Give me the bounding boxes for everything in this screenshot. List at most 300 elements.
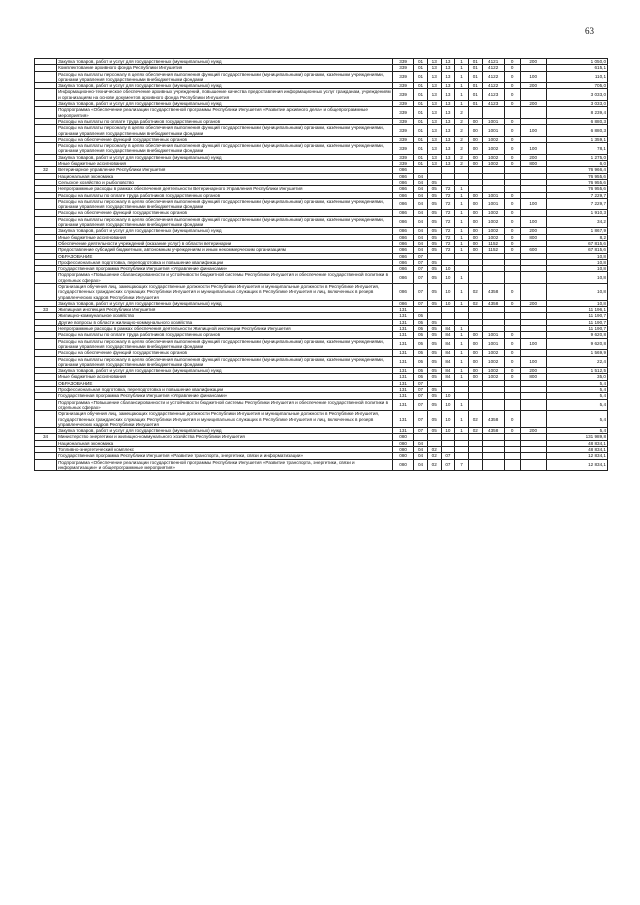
subsection-code-cell: 05: [427, 179, 441, 185]
subsection-code-cell: 05: [427, 210, 441, 216]
subsection-code-cell: 05: [427, 228, 441, 234]
admin-code-cell: 080: [393, 440, 414, 446]
amount-cell: 5,4: [546, 380, 607, 386]
program-code-cell: 13: [441, 125, 455, 137]
program-code-cell: 72: [441, 234, 455, 240]
amount-cell: 6,0: [546, 161, 607, 167]
admin-code-cell: 131: [393, 350, 414, 356]
expense-type-cell: 100: [520, 216, 546, 228]
row-number-cell: [35, 71, 57, 83]
expense-type-cell: 600: [520, 247, 546, 253]
program-code-cell: 84: [441, 326, 455, 332]
extra-code-cell: [504, 107, 520, 119]
subsection-code-cell: 05: [427, 332, 441, 338]
expense-type-cell: 100: [520, 338, 546, 350]
section-code-cell: 01: [414, 125, 428, 137]
subsection-code-cell: 13: [427, 89, 441, 101]
subsection-code-cell: 05: [427, 326, 441, 332]
row-name-cell: Расходы на обеспечение функций государственных органов: [57, 210, 393, 216]
admin-code-cell: 080: [393, 434, 414, 440]
amount-cell: 10,8: [546, 253, 607, 259]
subsection-code-cell: 05: [427, 411, 441, 428]
program-code-cell: 72: [441, 198, 455, 210]
row-name-cell: Комплектование архивного фонда Республики Ингушетия: [57, 65, 393, 71]
amount-cell: 67 815,6: [546, 240, 607, 246]
direction-code-cell: 1002: [482, 161, 504, 167]
direction-code-cell: [482, 459, 504, 471]
program-code-cell: 72: [441, 228, 455, 234]
section-code-cell: 07: [414, 387, 428, 393]
row-name-cell: ОБРАЗОВАНИЕ: [57, 253, 393, 259]
row-name-cell: Расходы на выплаты по оплате труда работников государственных органов: [57, 332, 393, 338]
table-row: [35, 107, 608, 119]
admin-code-cell: 086: [393, 186, 414, 192]
section-code-cell: 05: [414, 319, 428, 325]
subsection-code-cell: 05: [427, 399, 441, 411]
direction-code-cell: [482, 399, 504, 411]
section-code-cell: 05: [414, 356, 428, 368]
extra-code-cell: 0: [504, 283, 520, 300]
section-code-cell: 05: [414, 368, 428, 374]
subsection-code-cell: 05: [427, 186, 441, 192]
section-code-cell: 07: [414, 259, 428, 265]
row-name-cell: Расходы на выплаты персоналу в целях обеспечения выполнения функций государственными (муниципальными) органами, казёнными учреждениями, органами управления государственными внебюджетными фондами: [57, 356, 393, 368]
section-code-cell: 05: [414, 338, 428, 350]
expense-type-cell: [520, 107, 546, 119]
budget-table-sheet: [34, 58, 608, 471]
subsection-code-cell: 05: [427, 368, 441, 374]
amount-cell: 35,0: [546, 374, 607, 380]
amount-cell: 11 190,7: [546, 313, 607, 319]
section-code-cell: 05: [414, 374, 428, 380]
extra-code-cell: 0: [504, 428, 520, 434]
program-code-cell: 13: [441, 101, 455, 107]
section-code-cell: 07: [414, 266, 428, 272]
table-row: [35, 338, 608, 350]
admin-code-cell: 080: [393, 453, 414, 459]
extra-code-cell: 0: [504, 210, 520, 216]
subsection-code-cell: 02: [427, 453, 441, 459]
subsection-code-cell: 05: [427, 374, 441, 380]
budget-table-body: [35, 59, 608, 471]
admin-code-cell: 339: [393, 83, 414, 89]
amount-cell: 12 834,1: [546, 453, 607, 459]
expense-type-cell: 200: [520, 154, 546, 160]
direction-code-cell: [482, 107, 504, 119]
section-code-cell: 01: [414, 136, 428, 142]
row-name-cell: Жилищная инспекция Республики Ингушетия: [57, 307, 393, 313]
activity-code-cell: 00: [468, 216, 482, 228]
table-row: [35, 143, 608, 155]
subsection-code-cell: 13: [427, 71, 441, 83]
subprogram-code-cell: 2: [455, 125, 469, 137]
direction-code-cell: 4358: [482, 283, 504, 300]
expense-type-cell: 100: [520, 143, 546, 155]
row-name-cell: Подпрограмма «Повышение сбалансированности и устойчивости бюджетной системы Республики Ингушетия и обеспечение государственной политики в отдельных сферах»: [57, 399, 393, 411]
program-code-cell: 07: [441, 453, 455, 459]
amount-cell: 6 880,3: [546, 118, 607, 124]
extra-code-cell: 0: [504, 216, 520, 228]
subprogram-code-cell: 1: [455, 101, 469, 107]
amount-cell: 5,4: [546, 393, 607, 399]
activity-code-cell: 02: [468, 428, 482, 434]
table-row: [35, 459, 608, 471]
admin-code-cell: 339: [393, 143, 414, 155]
row-name-cell: Непрограммные расходы в рамках обеспечения деятельности Ветеринарного Управления Республики Ингушетия: [57, 186, 393, 192]
row-name-cell: Закупка товаров, работ и услуг для государственных (муниципальных) нужд: [57, 428, 393, 434]
extra-code-cell: 0: [504, 228, 520, 234]
row-name-cell: Закупка товаров, работ и услуг для государственных (муниципальных) нужд: [57, 368, 393, 374]
program-code-cell: 84: [441, 338, 455, 350]
expense-type-cell: 200: [520, 83, 546, 89]
subsection-code-cell: 05: [427, 319, 441, 325]
amount-cell: 48 834,1: [546, 440, 607, 446]
section-code-cell: 04: [414, 216, 428, 228]
extra-code-cell: 0: [504, 300, 520, 306]
subprogram-code-cell: 1: [455, 368, 469, 374]
admin-code-cell: 131: [393, 380, 414, 386]
row-number-cell: [35, 356, 57, 368]
extra-code-cell: 0: [504, 143, 520, 155]
extra-code-cell: [504, 459, 520, 471]
admin-code-cell: 086: [393, 266, 414, 272]
subprogram-code-cell: 1: [455, 428, 469, 434]
program-code-cell: 84: [441, 332, 455, 338]
admin-code-cell: 339: [393, 154, 414, 160]
subsection-code-cell: 05: [427, 216, 441, 228]
row-number-cell: [35, 283, 57, 300]
program-code-cell: 07: [441, 459, 455, 471]
admin-code-cell: 086: [393, 240, 414, 246]
row-name-cell: Иные бюджетные ассигнования: [57, 161, 393, 167]
amount-cell: 5,4: [546, 411, 607, 428]
activity-code-cell: 01: [468, 71, 482, 83]
row-name-cell: Закупка товаров, работ и услуг для государственных (муниципальных) нужд: [57, 101, 393, 107]
amount-cell: 1 910,3: [546, 210, 607, 216]
amount-cell: 1 275,0: [546, 154, 607, 160]
section-code-cell: 01: [414, 101, 428, 107]
admin-code-cell: 131: [393, 332, 414, 338]
section-code-cell: 01: [414, 161, 428, 167]
admin-code-cell: 131: [393, 326, 414, 332]
admin-code-cell: 339: [393, 136, 414, 142]
subprogram-code-cell: 1: [455, 71, 469, 83]
amount-cell: 1 867,9: [546, 228, 607, 234]
admin-code-cell: 131: [393, 313, 414, 319]
subsection-code-cell: 02: [427, 447, 441, 453]
row-number-cell: [35, 198, 57, 210]
row-number-cell: [35, 459, 57, 471]
expense-type-cell: 800: [520, 374, 546, 380]
program-code-cell: 72: [441, 247, 455, 253]
activity-code-cell: 00: [468, 118, 482, 124]
direction-code-cell: 1002: [482, 234, 504, 240]
subprogram-code-cell: 1: [455, 326, 469, 332]
amount-cell: 76 955,6: [546, 186, 607, 192]
admin-code-cell: 131: [393, 387, 414, 393]
subprogram-code-cell: 1: [455, 192, 469, 198]
row-number-cell: 32: [35, 167, 57, 173]
subsection-code-cell: 05: [427, 192, 441, 198]
row-name-cell: Профессиональная подготовка, переподготовка и повышение квалификации: [57, 387, 393, 393]
subprogram-code-cell: 1: [455, 300, 469, 306]
row-number-cell: [35, 338, 57, 350]
activity-code-cell: 00: [468, 161, 482, 167]
direction-code-cell: 4123: [482, 101, 504, 107]
extra-code-cell: 0: [504, 338, 520, 350]
admin-code-cell: 131: [393, 374, 414, 380]
program-code-cell: 10: [441, 272, 455, 284]
subsection-code-cell: 05: [427, 266, 441, 272]
activity-code-cell: 00: [468, 332, 482, 338]
extra-code-cell: 0: [504, 332, 520, 338]
row-number-cell: [35, 143, 57, 155]
activity-code-cell: [468, 399, 482, 411]
amount-cell: 9 620,8: [546, 332, 607, 338]
subprogram-code-cell: 1: [455, 198, 469, 210]
subprogram-code-cell: 1: [455, 89, 469, 101]
amount-cell: 10,8: [546, 266, 607, 272]
admin-code-cell: 339: [393, 59, 414, 65]
table-row: [35, 89, 608, 101]
activity-code-cell: 00: [468, 240, 482, 246]
section-code-cell: 07: [414, 411, 428, 428]
subprogram-code-cell: 1: [455, 399, 469, 411]
activity-code-cell: 01: [468, 89, 482, 101]
expense-type-cell: [520, 283, 546, 300]
row-name-cell: Государственная программа Республики Ингушетия «Управление финансами»: [57, 393, 393, 399]
direction-code-cell: 1001: [482, 118, 504, 124]
subsection-code-cell: 13: [427, 59, 441, 65]
amount-cell: 78,1: [546, 143, 607, 155]
amount-cell: 110,1: [546, 71, 607, 83]
row-name-cell: Профессиональная подготовка, переподготовка и повышение квалификации: [57, 259, 393, 265]
admin-code-cell: 131: [393, 393, 414, 399]
section-code-cell: 01: [414, 65, 428, 71]
admin-code-cell: 086: [393, 247, 414, 253]
extra-code-cell: 0: [504, 89, 520, 101]
activity-code-cell: 00: [468, 356, 482, 368]
amount-cell: 76 955,6: [546, 179, 607, 185]
amount-cell: 615,1: [546, 65, 607, 71]
admin-code-cell: 086: [393, 192, 414, 198]
amount-cell: 1 050,0: [546, 59, 607, 65]
admin-code-cell: 339: [393, 89, 414, 101]
subprogram-code-cell: 2: [455, 107, 469, 119]
direction-code-cell: 1002: [482, 350, 504, 356]
table-row: [35, 356, 608, 368]
admin-code-cell: 086: [393, 216, 414, 228]
program-code-cell: 13: [441, 118, 455, 124]
admin-code-cell: 339: [393, 65, 414, 71]
direction-code-cell: 1002: [482, 210, 504, 216]
subprogram-code-cell: 1: [455, 83, 469, 89]
section-code-cell: 04: [414, 186, 428, 192]
section-code-cell: 04: [414, 228, 428, 234]
section-code-cell: 04: [414, 173, 428, 179]
expense-type-cell: 200: [520, 428, 546, 434]
direction-code-cell: 4123: [482, 89, 504, 101]
table-row: [35, 272, 608, 284]
section-code-cell: 07: [414, 272, 428, 284]
program-code-cell: 13: [441, 71, 455, 83]
admin-code-cell: 339: [393, 71, 414, 83]
extra-code-cell: 0: [504, 368, 520, 374]
table-row: [35, 283, 608, 300]
subprogram-code-cell: 1: [455, 210, 469, 216]
subsection-code-cell: 13: [427, 107, 441, 119]
row-name-cell: Подпрограмма «Повышение сбалансированности и устойчивости бюджетной системы Республики Ингушетия и обеспечение государственной политики в отдельных сферах»: [57, 272, 393, 284]
amount-cell: 7 229,7: [546, 192, 607, 198]
activity-code-cell: 01: [468, 65, 482, 71]
expense-type-cell: 800: [520, 234, 546, 240]
row-name-cell: Расходы на выплаты персоналу в целях обеспечения выполнения функций государственными (муниципальными) органами, казёнными учреждениями, органами управления государственными внебюджетными фондами: [57, 216, 393, 228]
amount-cell: 10,8: [546, 259, 607, 265]
row-name-cell: Государственная программа Республики Ингушетия «Управление финансами»: [57, 266, 393, 272]
amount-cell: 3 033,0: [546, 101, 607, 107]
subprogram-code-cell: 1: [455, 350, 469, 356]
section-code-cell: 04: [414, 440, 428, 446]
table-row: [35, 411, 608, 428]
expense-type-cell: 200: [520, 368, 546, 374]
subsection-code-cell: 13: [427, 65, 441, 71]
extra-code-cell: [504, 272, 520, 284]
program-code-cell: 10: [441, 393, 455, 399]
subprogram-code-cell: 1: [455, 240, 469, 246]
subprogram-code-cell: 7: [455, 459, 469, 471]
subprogram-code-cell: 2: [455, 136, 469, 142]
extra-code-cell: 0: [504, 198, 520, 210]
activity-code-cell: 00: [468, 228, 482, 234]
row-name-cell: Расходы на обеспечение функций государственных органов: [57, 350, 393, 356]
section-code-cell: 04: [414, 453, 428, 459]
row-name-cell: Государственная программа Республики Ингушетия «Развитие транспорта, энергетики, связи и информатизации»: [57, 453, 393, 459]
extra-code-cell: 0: [504, 83, 520, 89]
row-name-cell: Сельское хозяйство и рыболовство: [57, 179, 393, 185]
row-name-cell: ОБРАЗОВАНИЕ: [57, 380, 393, 386]
direction-code-cell: 1001: [482, 192, 504, 198]
program-code-cell: 13: [441, 143, 455, 155]
activity-code-cell: 02: [468, 300, 482, 306]
direction-code-cell: 1002: [482, 356, 504, 368]
row-name-cell: Расходы на выплаты персоналу в целях обеспечения выполнения функций государственными (муниципальными) органами, казёнными учреждениями, органами управления государственными внебюджетными фондами: [57, 125, 393, 137]
extra-code-cell: 0: [504, 118, 520, 124]
amount-cell: 5,4: [546, 399, 607, 411]
admin-code-cell: 131: [393, 368, 414, 374]
row-name-cell: Другие вопросы в области жилищно-коммунального хозяйства: [57, 319, 393, 325]
row-name-cell: Организация обучения лиц, замещающих государственные должности Республики Ингушетия и муниципальные должности в Республике Ингушетия, государственных гражданских служащих Республики Ингушетия и муниципальных служащих в Республике Ингушетия и лиц, включенных в резерв управленческих кадров Республики Ингушетия: [57, 411, 393, 428]
subsection-code-cell: 05: [427, 272, 441, 284]
direction-code-cell: 4122: [482, 65, 504, 71]
extra-code-cell: 0: [504, 234, 520, 240]
section-code-cell: 01: [414, 89, 428, 101]
admin-code-cell: 131: [393, 319, 414, 325]
subsection-code-cell: 05: [427, 428, 441, 434]
program-code-cell: 13: [441, 154, 455, 160]
section-code-cell: 01: [414, 71, 428, 83]
row-name-cell: Подпрограмма «Обеспечение реализации государственной программы Республики Ингушетия «Развитие транспорта, энергетики, связи и информатизации» и общепрограммные мероприятия»: [57, 459, 393, 471]
expense-type-cell: 200: [520, 228, 546, 234]
amount-cell: 11 190,7: [546, 319, 607, 325]
subsection-code-cell: 05: [427, 387, 441, 393]
section-code-cell: 05: [414, 332, 428, 338]
section-code-cell: 04: [414, 447, 428, 453]
row-number-cell: [35, 216, 57, 228]
program-code-cell: 13: [441, 107, 455, 119]
subsection-code-cell: 13: [427, 101, 441, 107]
direction-code-cell: [482, 272, 504, 284]
amount-cell: 705,0: [546, 83, 607, 89]
section-code-cell: 04: [414, 179, 428, 185]
direction-code-cell: 4358: [482, 428, 504, 434]
program-code-cell: 10: [441, 411, 455, 428]
expense-type-cell: [520, 411, 546, 428]
subsection-code-cell: 05: [427, 247, 441, 253]
amount-cell: 10,8: [546, 300, 607, 306]
amount-cell: 8,2: [546, 234, 607, 240]
amount-cell: 1 359,1: [546, 136, 607, 142]
section-code-cell: 01: [414, 83, 428, 89]
row-number-cell: [35, 399, 57, 411]
expense-type-cell: 100: [520, 356, 546, 368]
subprogram-code-cell: 2: [455, 118, 469, 124]
row-name-cell: Расходы на выплаты по оплате труда работников государственных органов: [57, 118, 393, 124]
subsection-code-cell: 13: [427, 154, 441, 160]
expense-type-cell: [520, 459, 546, 471]
activity-code-cell: 00: [468, 192, 482, 198]
expense-type-cell: [520, 89, 546, 101]
direction-code-cell: 4358: [482, 300, 504, 306]
amount-cell: 12 834,1: [546, 459, 607, 471]
subprogram-code-cell: 1: [455, 356, 469, 368]
program-code-cell: 13: [441, 65, 455, 71]
amount-cell: 76 966,4: [546, 167, 607, 173]
subsection-code-cell: 02: [427, 459, 441, 471]
admin-code-cell: 339: [393, 125, 414, 137]
expense-type-cell: 200: [520, 300, 546, 306]
row-number-cell: 34: [35, 434, 57, 440]
direction-code-cell: 4122: [482, 83, 504, 89]
activity-code-cell: 00: [468, 143, 482, 155]
section-code-cell: 01: [414, 59, 428, 65]
program-code-cell: 10: [441, 300, 455, 306]
subprogram-code-cell: 1: [455, 411, 469, 428]
section-code-cell: 04: [414, 192, 428, 198]
extra-code-cell: 0: [504, 161, 520, 167]
direction-code-cell: 1002: [482, 136, 504, 142]
section-code-cell: 05: [414, 326, 428, 332]
subsection-code-cell: 05: [427, 283, 441, 300]
subsection-code-cell: 13: [427, 118, 441, 124]
activity-code-cell: 00: [468, 198, 482, 210]
subprogram-code-cell: 1: [455, 216, 469, 228]
admin-code-cell: 339: [393, 101, 414, 107]
admin-code-cell: 080: [393, 447, 414, 453]
section-code-cell: 04: [414, 198, 428, 210]
direction-code-cell: 1001: [482, 198, 504, 210]
expense-type-cell: 100: [520, 125, 546, 137]
admin-code-cell: 339: [393, 118, 414, 124]
activity-code-cell: 00: [468, 154, 482, 160]
extra-code-cell: [504, 399, 520, 411]
section-code-cell: 01: [414, 154, 428, 160]
row-name-cell: Закупка товаров, работ и услуг для государственных (муниципальных) нужд: [57, 59, 393, 65]
extra-code-cell: 0: [504, 59, 520, 65]
row-name-cell: Министерство энергетики и жилищно-коммунального хозяйства Республики Ингушетия: [57, 434, 393, 440]
amount-cell: 131 989,8: [546, 434, 607, 440]
amount-cell: 10,8: [546, 272, 607, 284]
direction-code-cell: 1001: [482, 125, 504, 137]
